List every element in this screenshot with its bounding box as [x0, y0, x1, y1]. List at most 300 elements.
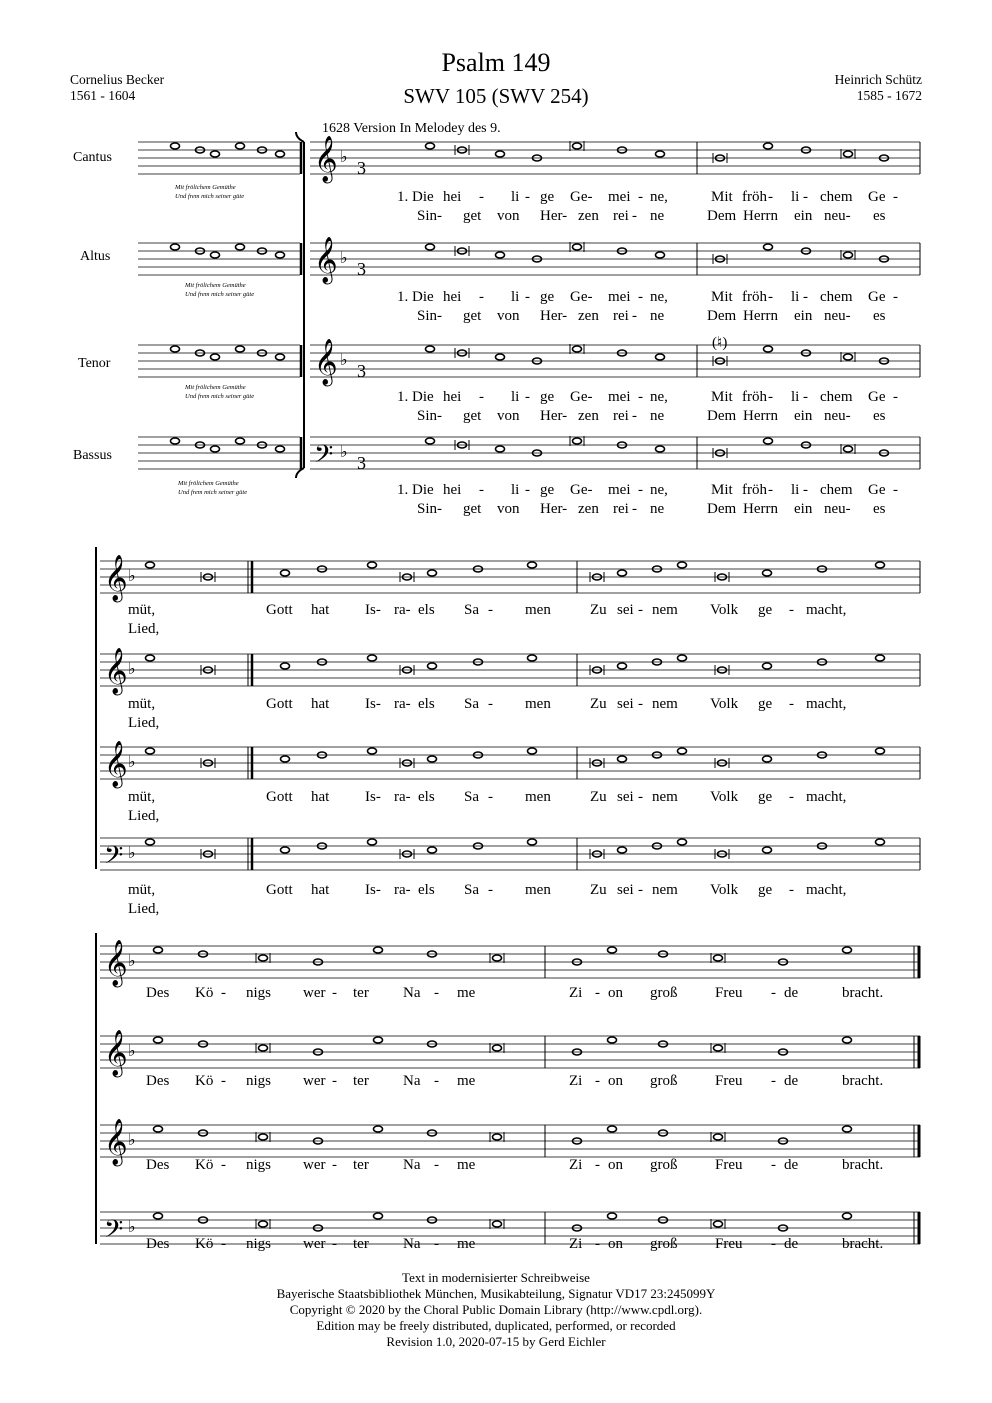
lyric-line1: Kö: [195, 1157, 214, 1173]
lyric-verse2: get: [463, 408, 482, 424]
note: [573, 346, 582, 352]
lyric-line1: -: [488, 602, 493, 618]
note: [259, 955, 268, 961]
note: [763, 663, 772, 669]
note: [211, 354, 220, 360]
lyric-verse1: -: [803, 189, 808, 205]
key-signature-flat-icon: ♭: [128, 1132, 136, 1149]
lyric-line1: -: [221, 1073, 226, 1089]
lyric-verse1: li: [511, 389, 520, 405]
lyric-line1: -: [332, 1157, 337, 1173]
lyric-verse2: von: [497, 308, 520, 324]
lyric-line1: hat: [311, 789, 330, 805]
lyric-verse1: -: [803, 289, 808, 305]
lyric-verse1: -: [893, 389, 898, 405]
note: [171, 143, 180, 149]
composer-name: Heinrich Schütz: [834, 72, 922, 87]
footer-license: Edition may be freely distributed, duplicated, performed, or recorded: [316, 1318, 676, 1333]
lyric-verse1: chem: [820, 482, 853, 498]
lyric-line1: ter: [353, 1157, 369, 1173]
lyric-verse1: ge: [540, 389, 555, 405]
lyric-line1: sei: [617, 882, 634, 898]
lyric-line1: -: [488, 789, 493, 805]
lyric-line1: ter: [353, 1073, 369, 1089]
footer-revision: Revision 1.0, 2020-07-15 by Gerd Eichler: [386, 1334, 606, 1349]
note: [281, 570, 290, 576]
lyric-line1: Kö: [195, 1236, 214, 1252]
lyric-line1: nem: [652, 602, 678, 618]
lyric-line1: ge: [758, 882, 773, 898]
note: [608, 1213, 617, 1219]
lyric-verse2: Her-: [540, 208, 568, 224]
key-signature-flat-icon: ♭: [128, 661, 136, 678]
lyric-line1: -: [434, 985, 439, 1001]
lyric-line1: Des: [146, 1157, 170, 1173]
lyric-line1: -: [789, 882, 794, 898]
note: [276, 446, 285, 452]
lyric-verse1: -: [803, 482, 808, 498]
key-signature-flat-icon: ♭: [128, 1043, 136, 1060]
natural-sign: (♮): [712, 335, 728, 351]
lyric-verse2: rei: [613, 208, 629, 224]
lyric-line1: me: [457, 1236, 476, 1252]
voice-label-tenor: Tenor: [78, 356, 111, 371]
lyric-line1: ge: [758, 789, 773, 805]
lyric-verse1: ne,: [650, 482, 668, 498]
time-signature: 3: [357, 361, 366, 381]
voice-label-cantus: Cantus: [73, 150, 112, 165]
note: [171, 346, 180, 352]
note: [876, 655, 885, 661]
note: [146, 562, 155, 568]
lyric-verse1: mei: [608, 189, 631, 205]
lyric-line1: me: [457, 1073, 476, 1089]
note: [573, 143, 582, 149]
lyric-verse1: mei: [608, 482, 631, 498]
note: [844, 252, 853, 258]
clef-icon: 𝄞: [104, 555, 128, 600]
lyric-line1: -: [221, 1236, 226, 1252]
note: [876, 839, 885, 845]
lyric-verse1: Ge-: [570, 189, 593, 205]
lyric-verse2: get: [463, 208, 482, 224]
note: [146, 839, 155, 845]
note: [764, 244, 773, 250]
note: [154, 1037, 163, 1043]
lyric-verse1: ne,: [650, 289, 668, 305]
lyric-line1: nigs: [246, 1157, 272, 1173]
lyric-line1: -: [434, 1073, 439, 1089]
note: [146, 655, 155, 661]
clef-icon: 𝄢: [104, 1216, 124, 1249]
lyric-verse2: Her-: [540, 308, 568, 324]
lyric-verse2: Her-: [540, 501, 568, 517]
lyric-line1: -: [638, 789, 643, 805]
incipit-text-altus: Mit frölichem Gemüthe Und frem mich seiner güte: [185, 282, 255, 298]
lyric-verse1: hei: [443, 389, 462, 405]
lyric-line1: on: [608, 985, 623, 1001]
note: [374, 947, 383, 953]
lyric-verse1: -: [893, 289, 898, 305]
note: [276, 151, 285, 157]
lyric-verse1: 1. Die: [397, 482, 434, 498]
lyric-line1: ra-: [394, 696, 411, 712]
lyric-line1: -: [789, 789, 794, 805]
lyric-verse1: fröh: [742, 189, 767, 205]
lyric-line1: Des: [146, 985, 170, 1001]
lyric-line1: Des: [146, 1236, 170, 1252]
lyric-verse2: ein: [794, 308, 813, 324]
lyric-line1: -: [332, 1236, 337, 1252]
note: [146, 748, 155, 754]
lyric-verse2: neu-: [824, 408, 851, 424]
lyric-verse1: 1. Die: [397, 389, 434, 405]
lyric-verse1: Ge-: [570, 482, 593, 498]
note: [528, 839, 537, 845]
note: [236, 438, 245, 444]
lyric-line1: ra-: [394, 789, 411, 805]
key-signature-flat-icon: ♭: [340, 250, 348, 267]
note: [368, 839, 377, 845]
footer-copyright: Copyright © 2020 by the Choral Public Domain Library (http://www.cpdl.org).: [289, 1302, 703, 1317]
lyric-verse2: Herrn: [743, 501, 778, 517]
note: [763, 756, 772, 762]
lyric-verse1: -: [893, 482, 898, 498]
lyric-line1: -: [221, 1157, 226, 1173]
lyric-line1: -: [595, 985, 600, 1001]
lyric-verse1: Ge: [868, 482, 886, 498]
lyric-verse2: neu-: [824, 208, 851, 224]
lyric-line1: Na: [403, 985, 421, 1001]
lyric-verse1: hei: [443, 289, 462, 305]
lyric-line1: Gott: [266, 882, 293, 898]
lyric-line1: Zu: [590, 602, 607, 618]
lyric-verse2: neu-: [824, 308, 851, 324]
note: [281, 756, 290, 762]
lyric-line1: Gott: [266, 789, 293, 805]
lyric-line1: Freu: [715, 1073, 743, 1089]
lyric-line1: de: [784, 1157, 799, 1173]
note: [678, 655, 687, 661]
note: [259, 1045, 268, 1051]
lyric-line1: macht,: [806, 882, 847, 898]
lyric-verse1: Ge: [868, 189, 886, 205]
lyric-line1: -: [771, 985, 776, 1001]
lyric-verse1: mei: [608, 289, 631, 305]
lyric-verse1: 1. Die: [397, 189, 434, 205]
lyric-verse2: get: [463, 308, 482, 324]
note: [428, 663, 437, 669]
lyric-verse2: zen: [578, 501, 599, 517]
lyric-verse1: -: [479, 289, 484, 305]
note: [428, 756, 437, 762]
lyric-line1: ge: [758, 696, 773, 712]
lyric-line1: Zi: [569, 985, 583, 1001]
note: [608, 1037, 617, 1043]
footer-source: Bayerische Staatsbibliothek München, Musikabteilung, Signatur VD17 23:245099Y: [276, 1286, 716, 1301]
lyric-verse2: rei: [613, 501, 629, 517]
note: [368, 748, 377, 754]
lyric-verse2: Dem: [707, 501, 737, 517]
lyric-line1: nem: [652, 882, 678, 898]
note: [608, 947, 617, 953]
lyric-line1: -: [638, 696, 643, 712]
lyric-line1: els: [418, 789, 435, 805]
note: [714, 1045, 723, 1051]
clef-icon: 𝄞: [104, 1030, 128, 1075]
lyric-line1: -: [488, 882, 493, 898]
lyric-line2: Lied,: [128, 621, 160, 637]
lyric-line1: sei: [617, 789, 634, 805]
clef-icon: 𝄢: [314, 441, 334, 474]
lyric-verse1: li: [791, 389, 800, 405]
note: [211, 151, 220, 157]
note: [764, 143, 773, 149]
lyric-verse1: ne,: [650, 389, 668, 405]
lyric-verse1: -: [638, 389, 643, 405]
lyric-line1: -: [771, 1157, 776, 1173]
lyric-line1: Is-: [365, 696, 381, 712]
lyric-verse2: Herrn: [743, 308, 778, 324]
note: [843, 1037, 852, 1043]
lyric-verse1: fröh: [742, 289, 767, 305]
note: [656, 354, 665, 360]
lyric-verse2: ne: [650, 308, 665, 324]
lyric-line1: Zi: [569, 1157, 583, 1173]
note: [608, 1126, 617, 1132]
note: [618, 570, 627, 576]
lyric-verse1: -: [525, 189, 530, 205]
lyric-line1: ra-: [394, 882, 411, 898]
lyric-verse2: Her-: [540, 408, 568, 424]
incipit-text-bassus: Mit frölichem Gemüthe Und frem mich seiner güte: [178, 480, 248, 496]
lyric-verse1: chem: [820, 189, 853, 205]
lyric-line1: nem: [652, 696, 678, 712]
note: [281, 663, 290, 669]
lyric-verse1: Mit: [711, 289, 733, 305]
catalog-number: SWV 105 (SWV 254): [403, 84, 589, 108]
lyric-verse2: es: [873, 308, 886, 324]
lyric-line1: els: [418, 696, 435, 712]
lyric-verse1: -: [803, 389, 808, 405]
note: [764, 346, 773, 352]
lyric-verse1: -: [525, 389, 530, 405]
note: [844, 151, 853, 157]
lyric-line1: -: [332, 985, 337, 1001]
lyric-line1: -: [638, 882, 643, 898]
lyric-verse1: li: [791, 482, 800, 498]
key-signature-flat-icon: ♭: [128, 953, 136, 970]
lyric-verse1: -: [768, 289, 773, 305]
lyric-line1: sei: [617, 602, 634, 618]
lyric-line1: bracht.: [842, 1236, 884, 1252]
key-signature-flat-icon: ♭: [128, 754, 136, 771]
lyric-line1: Sa: [464, 789, 479, 805]
lyric-line1: müt,: [128, 789, 156, 805]
clef-icon: 𝄞: [104, 741, 128, 786]
note: [714, 955, 723, 961]
lyric-line1: de: [784, 1073, 799, 1089]
lyric-verse2: ne: [650, 501, 665, 517]
note: [374, 1037, 383, 1043]
lyric-verse1: -: [768, 189, 773, 205]
note: [368, 655, 377, 661]
lyric-verse2: rei: [613, 408, 629, 424]
lyric-verse2: es: [873, 408, 886, 424]
clef-icon: 𝄞: [314, 136, 338, 181]
note: [259, 1221, 268, 1227]
note: [171, 244, 180, 250]
lyric-line1: men: [525, 789, 551, 805]
lyric-line1: nem: [652, 789, 678, 805]
lyric-verse2: Sin-: [417, 308, 443, 324]
note: [678, 839, 687, 845]
note: [876, 748, 885, 754]
clef-icon: 𝄢: [104, 842, 124, 875]
lyric-verse2: zen: [578, 408, 599, 424]
lyric-verse1: li: [791, 189, 800, 205]
note: [374, 1213, 383, 1219]
lyric-line1: -: [221, 985, 226, 1001]
lyric-verse2: ein: [794, 501, 813, 517]
note: [374, 1126, 383, 1132]
lyric-verse1: -: [893, 189, 898, 205]
lyric-line1: Sa: [464, 882, 479, 898]
note: [281, 847, 290, 853]
composer-dates: 1585 - 1672: [856, 88, 922, 103]
lyric-line1: müt,: [128, 696, 156, 712]
lyric-verse2: es: [873, 501, 886, 517]
lyric-verse1: -: [638, 482, 643, 498]
lyric-line1: wer: [303, 1073, 326, 1089]
key-signature-flat-icon: ♭: [340, 444, 348, 461]
lyric-verse1: li: [511, 482, 520, 498]
note: [618, 663, 627, 669]
lyric-line1: Zu: [590, 789, 607, 805]
lyric-verse2: -: [632, 408, 637, 424]
lyric-verse1: Ge-: [570, 289, 593, 305]
lyric-line1: ter: [353, 1236, 369, 1252]
note: [426, 346, 435, 352]
lyric-verse1: ge: [540, 289, 555, 305]
lyric-line1: Volk: [710, 602, 739, 618]
clef-icon: 𝄞: [104, 1119, 128, 1164]
lyric-verse2: ne: [650, 408, 665, 424]
note: [656, 252, 665, 258]
lyric-verse1: fröh: [742, 482, 767, 498]
lyric-line1: groß: [650, 985, 678, 1001]
lyric-verse2: -: [632, 308, 637, 324]
lyric-line1: Freu: [715, 1157, 743, 1173]
lyric-line1: bracht.: [842, 985, 884, 1001]
lyric-line1: bracht.: [842, 1157, 884, 1173]
lyric-line1: macht,: [806, 602, 847, 618]
note: [493, 1221, 502, 1227]
lyric-line1: wer: [303, 1236, 326, 1252]
lyric-line1: -: [771, 1236, 776, 1252]
lyric-line1: -: [771, 1073, 776, 1089]
lyric-line1: Kö: [195, 1073, 214, 1089]
note: [496, 446, 505, 452]
lyric-line1: -: [332, 1073, 337, 1089]
note: [426, 438, 435, 444]
footer: [0, 1270, 992, 1350]
lyric-line1: hat: [311, 696, 330, 712]
lyric-line1: Is-: [365, 602, 381, 618]
note: [493, 1134, 502, 1140]
lyric-verse1: li: [511, 189, 520, 205]
lyric-line1: Zu: [590, 882, 607, 898]
lyric-verse2: Herrn: [743, 208, 778, 224]
note: [154, 947, 163, 953]
lyric-verse1: -: [479, 189, 484, 205]
lyric-verse1: -: [638, 189, 643, 205]
lyric-line1: -: [434, 1157, 439, 1173]
note: [844, 354, 853, 360]
note: [236, 143, 245, 149]
lyric-line1: Na: [403, 1073, 421, 1089]
lyric-line1: Gott: [266, 696, 293, 712]
lyric-line1: Zi: [569, 1236, 583, 1252]
lyric-verse2: neu-: [824, 501, 851, 517]
key-signature-flat-icon: ♭: [340, 149, 348, 166]
key-signature-flat-icon: ♭: [128, 1219, 136, 1236]
note: [656, 151, 665, 157]
lyric-line1: on: [608, 1157, 623, 1173]
lyric-verse2: -: [632, 501, 637, 517]
note: [763, 570, 772, 576]
lyric-line1: Gott: [266, 602, 293, 618]
lyric-line1: Na: [403, 1157, 421, 1173]
lyric-line1: Is-: [365, 882, 381, 898]
lyric-verse1: -: [525, 289, 530, 305]
lyric-line1: hat: [311, 602, 330, 618]
note: [428, 570, 437, 576]
lyric-line1: men: [525, 696, 551, 712]
lyric-verse1: Mit: [711, 189, 733, 205]
clef-icon: 𝄞: [104, 648, 128, 693]
lyric-line1: -: [638, 602, 643, 618]
note: [528, 655, 537, 661]
poet-dates: 1561 - 1604: [70, 88, 136, 103]
lyric-verse2: ein: [794, 208, 813, 224]
note: [714, 1221, 723, 1227]
lyric-verse2: von: [497, 501, 520, 517]
lyric-verse1: Mit: [711, 389, 733, 405]
key-signature-flat-icon: ♭: [128, 845, 136, 862]
incipit-text-cantus: Mit frölichem Gemüthe Und frem mich seiner güte: [175, 184, 245, 200]
lyric-line1: ra-: [394, 602, 411, 618]
lyric-verse1: li: [511, 289, 520, 305]
lyric-verse2: Dem: [707, 308, 737, 324]
lyric-line2: Lied,: [128, 808, 160, 824]
lyric-verse1: Ge: [868, 289, 886, 305]
note: [426, 143, 435, 149]
lyric-verse1: -: [638, 289, 643, 305]
lyric-line1: Kö: [195, 985, 214, 1001]
note: [573, 438, 582, 444]
note: [764, 438, 773, 444]
lyric-verse1: hei: [443, 189, 462, 205]
note: [276, 354, 285, 360]
voice-label-bassus: Bassus: [73, 448, 112, 463]
lyric-line1: Des: [146, 1073, 170, 1089]
lyric-verse1: -: [479, 389, 484, 405]
lyric-line1: groß: [650, 1073, 678, 1089]
note: [211, 252, 220, 258]
lyric-verse2: Sin-: [417, 208, 443, 224]
lyric-verse2: get: [463, 501, 482, 517]
